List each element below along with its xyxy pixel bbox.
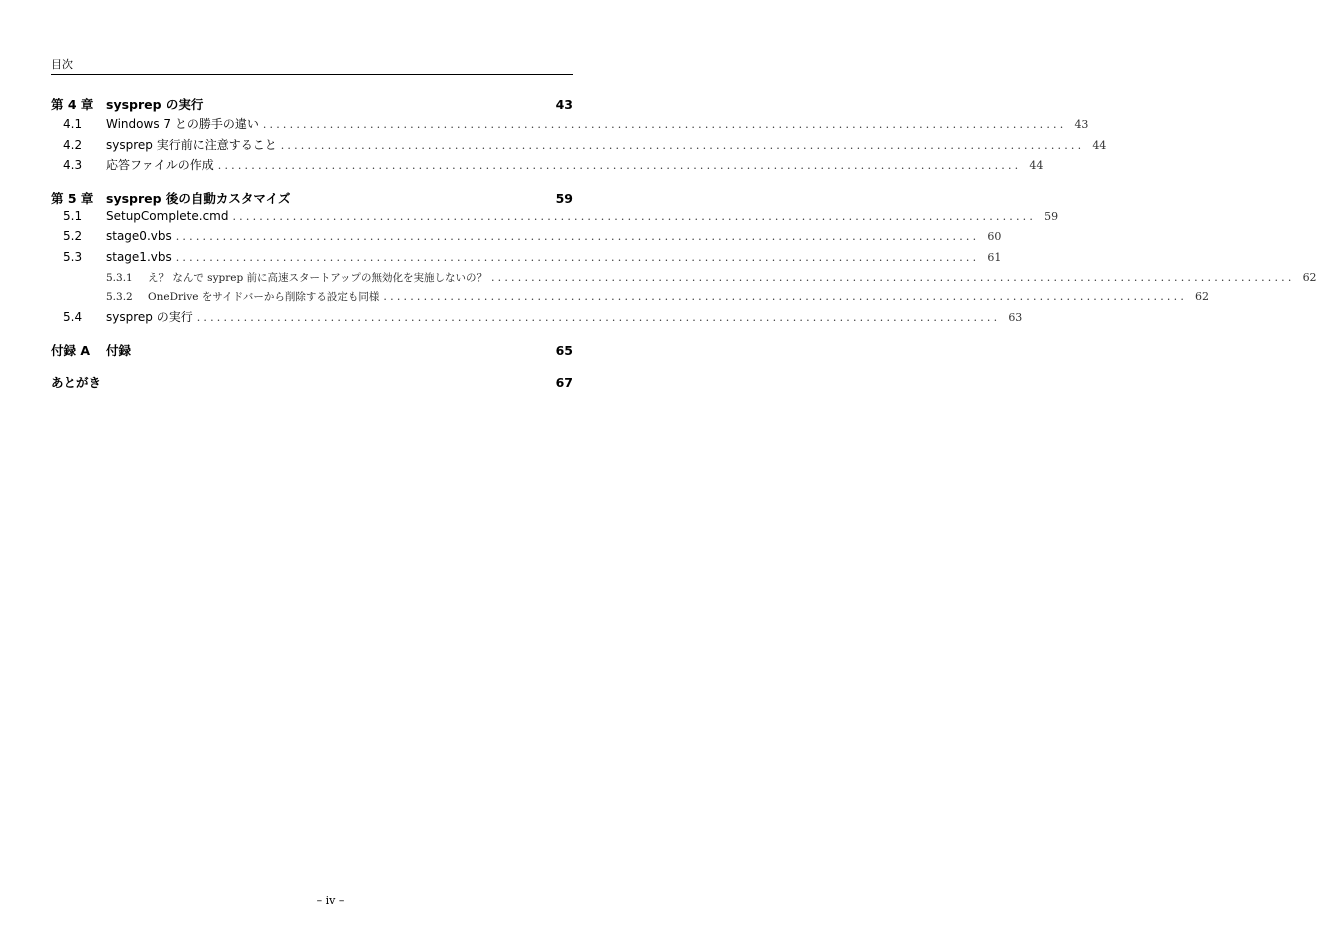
section-number: 5.3 <box>63 249 83 264</box>
toc-chapter[interactable] <box>51 341 573 361</box>
section-page: 43 <box>1074 118 1089 131</box>
chapter-number: 第 5 章 <box>51 190 94 206</box>
chapter-number: あとがき <box>51 374 102 390</box>
dot-leader: ........................................................................................................................ <box>280 138 1085 152</box>
section-page: 44 <box>1029 159 1044 172</box>
section-title: sysprep の実行 <box>106 310 193 324</box>
running-header: 目次 <box>51 58 73 71</box>
toc-subsection[interactable] <box>51 289 1210 308</box>
section-number: 4.2 <box>63 137 83 152</box>
chapter-page: 67 <box>555 374 573 390</box>
section-title: SetupComplete.cmd <box>106 208 229 223</box>
section-number: 4.3 <box>63 158 83 172</box>
section-title: 応答ファイルの作成 <box>106 158 214 172</box>
section-title: stage1.vbs <box>106 249 172 264</box>
dot-leader: ........................................................................................................................ <box>175 230 980 243</box>
section-title: Windows 7 との勝手の違い <box>106 117 259 131</box>
chapter-page: 65 <box>555 342 573 358</box>
table-of-contents <box>51 95 1317 393</box>
toc-section[interactable] <box>51 156 1044 177</box>
section-number: 4.1 <box>63 117 83 131</box>
subsection-number: 5.3.1 <box>106 272 133 284</box>
toc-subsection[interactable] <box>51 270 1317 289</box>
subsection-number: 5.3.2 <box>106 291 133 303</box>
toc-section[interactable] <box>51 115 1089 136</box>
dot-leader: ........................................................................................................................ <box>217 159 1022 172</box>
section-title: stage0.vbs <box>106 229 172 243</box>
chapter-number: 付録 A <box>51 342 91 358</box>
chapter-number: 第 4 章 <box>51 97 94 112</box>
section-page: 59 <box>1044 209 1059 223</box>
header-rule <box>51 74 573 75</box>
toc-section[interactable] <box>51 308 1023 329</box>
dot-leader: ........................................................................................................................ <box>262 118 1067 131</box>
dot-leader: ........................................................................................................................ <box>383 290 1188 303</box>
dot-leader: ........................................................................................................................ <box>175 250 980 264</box>
toc-section[interactable] <box>51 249 1002 271</box>
chapter-page: 43 <box>555 97 573 112</box>
section-page: 60 <box>987 230 1002 243</box>
section-page: 44 <box>1092 138 1107 152</box>
section-page: 61 <box>987 250 1002 264</box>
section-page: 63 <box>1008 311 1023 324</box>
dot-leader: ........................................................................................................................ <box>196 311 1001 324</box>
toc-chapter[interactable] <box>51 95 573 115</box>
chapter-title: sysprep 後の自動カスタマイズ <box>106 190 291 206</box>
subsection-title: OneDrive をサイドバーから削除する設定も同様 <box>148 291 380 303</box>
chapter-title: 付録 <box>106 342 132 358</box>
chapter-page: 59 <box>555 190 573 206</box>
toc-section[interactable] <box>51 208 1059 230</box>
subsection-page: 62 <box>1195 290 1210 303</box>
dot-leader: ........................................................................................................................ <box>232 209 1037 223</box>
dot-leader: ........................................................................................................................ <box>490 271 1295 284</box>
section-number: 5.1 <box>63 208 83 223</box>
toc-section[interactable] <box>51 136 1107 157</box>
section-number: 5.2 <box>63 229 83 243</box>
section-title: sysprep 実行前に注意すること <box>106 137 277 152</box>
toc-section[interactable] <box>51 229 1002 250</box>
toc-chapter[interactable] <box>51 373 573 393</box>
chapter-title: sysprep の実行 <box>106 97 204 112</box>
section-number: 5.4 <box>63 310 83 324</box>
page-number: – iv – <box>316 894 345 907</box>
subsection-title: え？ なんで syprep 前に高速スタートアップの無効化を実施しないの？ <box>148 272 487 284</box>
subsection-page: 62 <box>1302 271 1317 284</box>
toc-chapter[interactable] <box>51 189 573 209</box>
